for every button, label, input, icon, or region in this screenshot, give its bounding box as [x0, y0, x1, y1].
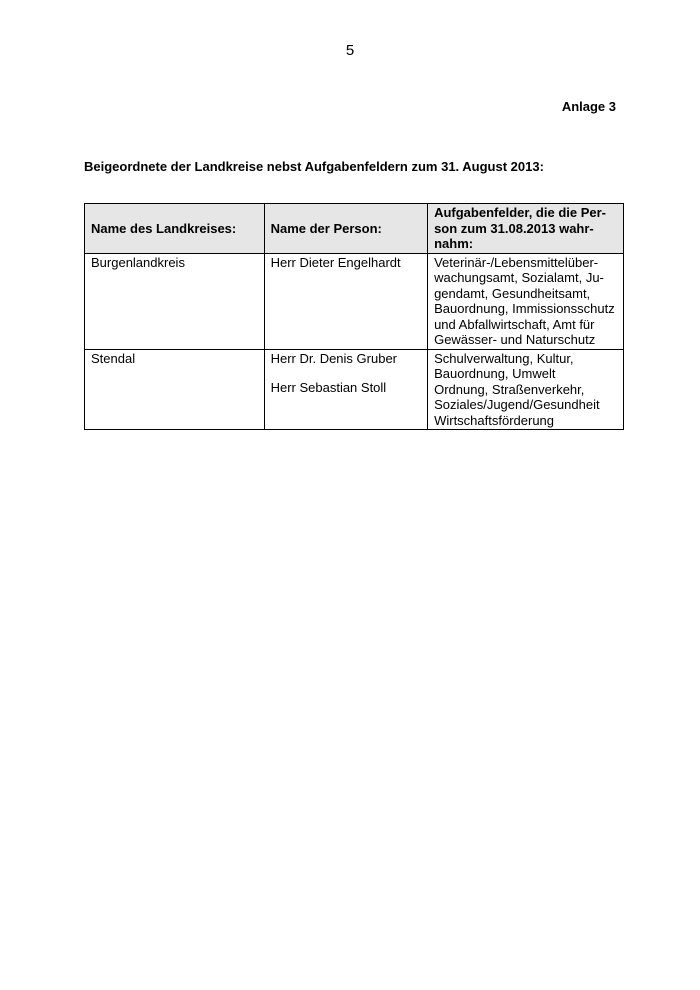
- person-spacer: [271, 366, 422, 380]
- person-cell: [264, 253, 428, 349]
- section-heading: Beigeordnete der Landkreise nebst Aufgabenfeldern zum 31. August 2013:: [84, 159, 544, 174]
- person-name: Herr Dieter Engelhardt: [270, 254, 401, 270]
- table-header: [85, 204, 624, 254]
- task-line: und Abfallwirtschaft, Amt für: [434, 316, 595, 332]
- header-row: [85, 204, 624, 254]
- header-tasks-line: son zum 31.08.2013 wahr-: [434, 220, 594, 236]
- district-cell: Stendal: [85, 349, 265, 430]
- header-tasks: [428, 204, 624, 254]
- task-line: Schulverwaltung, Kultur,: [434, 350, 574, 366]
- table-row: [85, 349, 624, 430]
- page-number: 5: [345, 42, 355, 59]
- tasks-cell: [428, 349, 624, 430]
- task-line: Bauordnung, Umwelt: [434, 366, 556, 381]
- district-cell: Burgenlandkreis: [85, 253, 265, 349]
- task-line: Veterinär-/Lebensmittelüber-: [434, 254, 599, 270]
- person-name: Herr Sebastian Stoll: [270, 380, 387, 395]
- header-tasks-line: Aufgabenfelder, die die Per-: [434, 205, 607, 220]
- task-line: Wirtschaftsförderung: [434, 412, 555, 428]
- person-name: Herr Dr. Denis Gruber: [270, 350, 397, 366]
- annex-label: Anlage 3: [561, 99, 616, 114]
- header-tasks-line: nahm:: [434, 236, 474, 251]
- task-line: Gewässer- und Naturschutz: [434, 332, 596, 347]
- task-line: Ordnung, Straßenverkehr,: [434, 381, 585, 397]
- task-line: Soziales/Jugend/Gesundheit: [434, 397, 600, 412]
- header-district: Name des Landkreises:: [85, 204, 265, 254]
- deputies-table: [84, 203, 624, 430]
- tasks-cell: [428, 253, 624, 349]
- task-line: Bauordnung, Immissionsschutz: [434, 301, 615, 316]
- table-row: [85, 253, 624, 349]
- task-line: gendamt, Gesundheitsamt,: [434, 285, 591, 301]
- person-cell: [264, 349, 428, 430]
- task-line: wachungsamt, Sozialamt, Ju-: [434, 270, 604, 285]
- header-person: Name der Person:: [264, 204, 428, 254]
